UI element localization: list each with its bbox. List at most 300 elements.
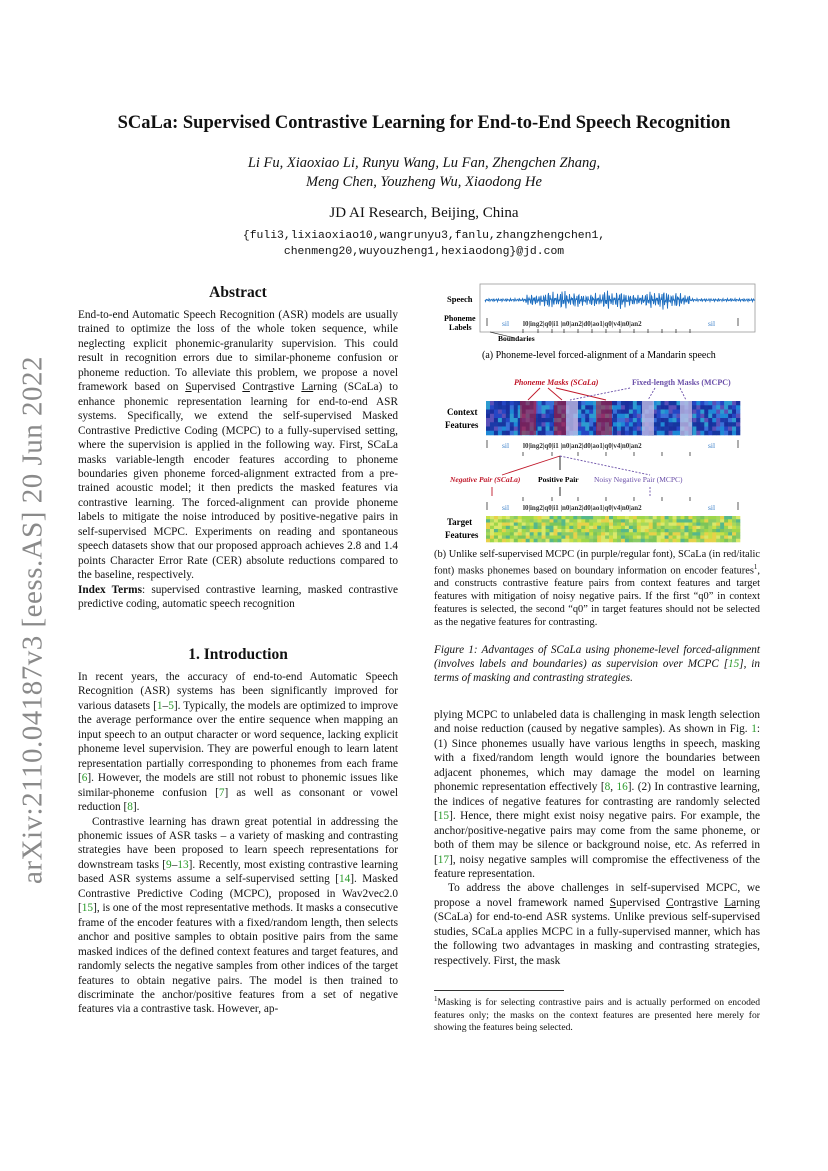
heatmap-cell bbox=[605, 516, 609, 520]
heatmap-cell bbox=[700, 516, 704, 520]
heatmap-cell bbox=[708, 526, 712, 530]
heatmap-cell bbox=[625, 519, 629, 523]
heatmap-cell bbox=[680, 526, 684, 530]
heatmap-cell bbox=[486, 519, 490, 523]
heatmap-cell bbox=[669, 526, 673, 530]
heatmap-cell bbox=[661, 410, 665, 415]
boundaries-label: Boundaries bbox=[498, 334, 535, 343]
heatmap-cell bbox=[641, 519, 645, 523]
heatmap-cell bbox=[585, 536, 589, 540]
heatmap-cell bbox=[565, 523, 569, 527]
heatmap-cell bbox=[550, 529, 554, 533]
heatmap-cell bbox=[625, 523, 629, 527]
heatmap-cell bbox=[665, 523, 669, 527]
heatmap-cell bbox=[506, 405, 510, 410]
heatmap-cell bbox=[688, 526, 692, 530]
heatmap-cell bbox=[486, 523, 490, 527]
heatmap-cell bbox=[649, 529, 653, 533]
heatmap-cell bbox=[597, 526, 601, 530]
heatmap-cell bbox=[542, 523, 546, 527]
heatmap-cell bbox=[728, 410, 732, 415]
heatmap-cell bbox=[692, 422, 696, 427]
citation-link[interactable]: 13 bbox=[177, 858, 189, 871]
heatmap-cell bbox=[494, 414, 498, 419]
heatmap-cell bbox=[728, 529, 732, 533]
heatmap-cell bbox=[728, 405, 732, 410]
heatmap-cell bbox=[677, 539, 681, 543]
heatmap-cell bbox=[716, 405, 720, 410]
citation-link[interactable]: 14 bbox=[338, 873, 351, 886]
heatmap-cell bbox=[553, 516, 557, 520]
heatmap-cell bbox=[502, 539, 506, 543]
heatmap-cell bbox=[490, 410, 494, 415]
heatmap-cell bbox=[661, 519, 665, 523]
heatmap-cell bbox=[534, 523, 538, 527]
heatmap-cell bbox=[704, 405, 708, 410]
heatmap-cell bbox=[553, 523, 557, 527]
right-text: , bbox=[610, 781, 617, 794]
heatmap-cell bbox=[530, 516, 534, 520]
heatmap-cell bbox=[506, 523, 510, 527]
intro-body bbox=[78, 670, 398, 1017]
heatmap-cell bbox=[700, 422, 704, 427]
heatmap-cell bbox=[553, 539, 557, 543]
heatmap-cell bbox=[669, 431, 673, 436]
heatmap-cell bbox=[661, 418, 665, 423]
sil-label: sil bbox=[502, 503, 510, 512]
heatmap-cell bbox=[692, 405, 696, 410]
heatmap-cell bbox=[490, 427, 494, 432]
heatmap-cell bbox=[609, 519, 613, 523]
heatmap-cell bbox=[518, 523, 522, 527]
heatmap-cell bbox=[673, 516, 677, 520]
heatmap-cell bbox=[677, 529, 681, 533]
heatmap-cell bbox=[625, 427, 629, 432]
heatmap-cell bbox=[522, 519, 526, 523]
heatmap-cell bbox=[680, 536, 684, 540]
heatmap-cell bbox=[546, 526, 550, 530]
footnote bbox=[434, 993, 760, 1035]
heatmap-cell bbox=[657, 427, 661, 432]
heatmap-cell bbox=[581, 405, 585, 410]
heatmap-cell bbox=[617, 431, 621, 436]
heatmap-cell bbox=[494, 529, 498, 533]
heatmap-cell bbox=[530, 526, 534, 530]
abstract-text-2: upervised bbox=[191, 381, 243, 394]
heatmap-cell bbox=[688, 532, 692, 536]
heatmap-cell bbox=[486, 401, 490, 406]
phoneme-label-1: Phoneme bbox=[444, 314, 476, 323]
heatmap-cell bbox=[645, 539, 649, 543]
heatmap-cell bbox=[573, 532, 577, 536]
citation-link[interactable]: 16 bbox=[616, 781, 628, 794]
heatmap-cell bbox=[688, 519, 692, 523]
heatmap-cell bbox=[502, 401, 506, 406]
heatmap-cell bbox=[502, 410, 506, 415]
sil-label: sil bbox=[502, 441, 510, 450]
heatmap-cell bbox=[546, 401, 550, 406]
heatmap-cell bbox=[490, 523, 494, 527]
heatmap-cell bbox=[637, 539, 641, 543]
heatmap-cell bbox=[625, 410, 629, 415]
heatmap-cell bbox=[542, 526, 546, 530]
heatmap-cell bbox=[696, 410, 700, 415]
heatmap-cell bbox=[661, 401, 665, 406]
heatmap-cell bbox=[692, 536, 696, 540]
heatmap-cell bbox=[538, 516, 542, 520]
heatmap-cell bbox=[542, 401, 546, 406]
heatmap-cell bbox=[498, 410, 502, 415]
heatmap-cell bbox=[518, 539, 522, 543]
heatmap-cell bbox=[680, 516, 684, 520]
heatmap-cell bbox=[720, 529, 724, 533]
footnote-ref[interactable]: 1 bbox=[753, 563, 758, 571]
heatmap-cell bbox=[569, 526, 573, 530]
heatmap-cell bbox=[498, 427, 502, 432]
heatmap-cell bbox=[601, 529, 605, 533]
citation-link[interactable]: 9 bbox=[166, 858, 172, 871]
heatmap-cell bbox=[704, 418, 708, 423]
right-text: ontr bbox=[673, 896, 692, 909]
index-terms bbox=[78, 583, 398, 612]
heatmap-cell bbox=[625, 414, 629, 419]
heatmap-cell bbox=[637, 519, 641, 523]
heatmap-cell bbox=[573, 523, 577, 527]
heatmap-cell bbox=[732, 418, 736, 423]
heatmap-cell bbox=[696, 539, 700, 543]
heatmap-cell bbox=[494, 427, 498, 432]
heatmap-cell bbox=[728, 414, 732, 419]
heatmap-cell bbox=[633, 418, 637, 423]
heatmap-cell bbox=[645, 536, 649, 540]
heatmap-cell bbox=[716, 516, 720, 520]
citation-link[interactable]: 8 bbox=[127, 801, 133, 814]
heatmap-cell bbox=[700, 405, 704, 410]
heatmap-cell bbox=[502, 536, 506, 540]
heatmap-cell bbox=[633, 536, 637, 540]
heatmap-cell bbox=[538, 532, 542, 536]
heatmap-cell bbox=[661, 526, 665, 530]
heatmap-cell bbox=[724, 418, 728, 423]
heatmap-cell bbox=[550, 523, 554, 527]
heatmap-cell bbox=[661, 427, 665, 432]
heatmap-cell bbox=[542, 529, 546, 533]
heatmap-cell bbox=[724, 422, 728, 427]
heatmap-cell bbox=[605, 523, 609, 527]
heatmap-cell bbox=[732, 414, 736, 419]
heatmap-cell bbox=[736, 414, 740, 419]
heatmap-cell bbox=[585, 401, 589, 406]
heatmap-cell bbox=[673, 431, 677, 436]
heatmap-cell bbox=[589, 431, 593, 436]
heatmap-cell bbox=[673, 532, 677, 536]
heatmap-cell bbox=[692, 431, 696, 436]
heatmap-cell bbox=[581, 414, 585, 419]
citation-link[interactable]: 1 bbox=[156, 699, 163, 712]
heatmap-cell bbox=[696, 422, 700, 427]
heatmap-cell bbox=[665, 422, 669, 427]
heatmap-cell bbox=[720, 418, 724, 423]
heatmap-cell bbox=[609, 532, 613, 536]
figure-caption-text: Advantages of SCaLa using phoneme-level forced-alignment (involves labels and boundaries) as supervision over MCPC [ bbox=[434, 644, 760, 670]
heatmap-cell bbox=[700, 529, 704, 533]
heatmap-cell bbox=[673, 422, 677, 427]
heatmap-cell bbox=[617, 539, 621, 543]
heatmap-cell bbox=[561, 519, 565, 523]
citation-link[interactable]: 15 bbox=[81, 902, 94, 915]
heatmap-cell bbox=[625, 516, 629, 520]
heatmap-cell bbox=[684, 532, 688, 536]
heatmap-cell bbox=[669, 519, 673, 523]
heatmap-cell bbox=[597, 516, 601, 520]
heatmap-cell bbox=[506, 532, 510, 536]
heatmap-cell bbox=[712, 414, 716, 419]
heatmap-cell bbox=[617, 519, 621, 523]
heatmap-cell bbox=[561, 539, 565, 543]
heatmap-cell bbox=[506, 414, 510, 419]
heatmap-cell bbox=[510, 422, 514, 427]
abstract-underline-la: La bbox=[301, 381, 314, 394]
heatmap-cell bbox=[696, 532, 700, 536]
heatmap-cell bbox=[645, 529, 649, 533]
right-text: upervised bbox=[616, 896, 667, 909]
heatmap-cell bbox=[665, 532, 669, 536]
heatmap-cell bbox=[573, 526, 577, 530]
right-paragraph-1 bbox=[434, 708, 760, 881]
heatmap-cell bbox=[728, 532, 732, 536]
mask-arrow bbox=[548, 388, 562, 400]
heatmap-cell bbox=[569, 516, 573, 520]
heatmap-cell bbox=[605, 519, 609, 523]
heatmap-cell bbox=[637, 418, 641, 423]
heatmap-cell bbox=[546, 532, 550, 536]
heatmap-cell bbox=[633, 422, 637, 427]
heatmap-cell bbox=[581, 410, 585, 415]
heatmap-cell bbox=[577, 529, 581, 533]
heatmap-cell bbox=[629, 523, 633, 527]
heatmap-cell bbox=[534, 532, 538, 536]
heatmap-cell bbox=[498, 536, 502, 540]
phoneme-row-a bbox=[502, 319, 715, 328]
arxiv-id: arXiv:2110.04187v3 [eess.AS] 20 Jun 2022 bbox=[16, 356, 49, 884]
abstract-underline-a: a bbox=[268, 381, 274, 394]
heatmap-cell bbox=[581, 532, 585, 536]
heatmap-cell bbox=[669, 422, 673, 427]
phoneme-row-b bbox=[502, 441, 715, 450]
heatmap-cell bbox=[641, 523, 645, 527]
heatmap-cell bbox=[494, 422, 498, 427]
heatmap-cell bbox=[649, 526, 653, 530]
target-features-heatmap bbox=[486, 516, 740, 542]
heatmap-cell bbox=[621, 523, 625, 527]
heatmap-cell bbox=[486, 516, 490, 520]
heatmap-cell bbox=[546, 418, 550, 423]
heatmap-cell bbox=[669, 532, 673, 536]
heatmap-cell bbox=[597, 536, 601, 540]
heatmap-cell bbox=[514, 539, 518, 543]
citation-link[interactable]: 5 bbox=[168, 699, 174, 712]
heatmap-cell bbox=[514, 401, 518, 406]
heatmap-cell bbox=[724, 523, 728, 527]
heatmap-cell bbox=[708, 519, 712, 523]
heatmap-cell bbox=[712, 523, 716, 527]
citation-link[interactable]: 17 bbox=[437, 853, 450, 866]
heatmap-cell bbox=[613, 401, 617, 406]
heatmap-cell bbox=[581, 401, 585, 406]
heatmap-cell bbox=[736, 422, 740, 427]
heatmap-cell bbox=[736, 516, 740, 520]
citation-link[interactable]: 7 bbox=[218, 786, 225, 799]
citation-link[interactable]: 8 bbox=[604, 781, 611, 794]
heatmap-cell bbox=[498, 418, 502, 423]
heatmap-cell bbox=[609, 526, 613, 530]
heatmap-cell bbox=[538, 526, 542, 530]
heatmap-cell bbox=[661, 516, 665, 520]
heatmap-cell bbox=[502, 405, 506, 410]
heatmap-cell bbox=[720, 410, 724, 415]
heatmap-cell bbox=[502, 431, 506, 436]
heatmap-cell bbox=[561, 532, 565, 536]
heatmap-cell bbox=[605, 532, 609, 536]
heatmap-cell bbox=[736, 519, 740, 523]
heatmap-cell bbox=[577, 526, 581, 530]
heatmap-cell bbox=[534, 529, 538, 533]
authors-line-1: Li Fu, Xiaoxiao Li, Runyu Wang, Lu Fan, Zhengchen Zhang, bbox=[247, 155, 601, 171]
heatmap-cell bbox=[486, 410, 490, 415]
heatmap-cell bbox=[661, 529, 665, 533]
heatmap-cell bbox=[732, 410, 736, 415]
heatmap-cell bbox=[621, 418, 625, 423]
heatmap-cell bbox=[542, 427, 546, 432]
phoneme-row-c bbox=[502, 503, 715, 512]
heatmap-cell bbox=[704, 516, 708, 520]
heatmap-cell bbox=[704, 422, 708, 427]
heatmap-cell bbox=[514, 536, 518, 540]
emails bbox=[60, 228, 788, 260]
heatmap-cell bbox=[498, 401, 502, 406]
heatmap-cell bbox=[665, 414, 669, 419]
heatmap-cell bbox=[641, 536, 645, 540]
heatmap-cell bbox=[712, 539, 716, 543]
heatmap-cell bbox=[720, 519, 724, 523]
heatmap-cell bbox=[502, 418, 506, 423]
abstract-text-3: ontr bbox=[249, 381, 269, 394]
heatmap-cell bbox=[696, 414, 700, 419]
heatmap-cell bbox=[665, 526, 669, 530]
heatmap-cell bbox=[538, 401, 542, 406]
heatmap-cell bbox=[510, 427, 514, 432]
heatmap-cell bbox=[736, 427, 740, 432]
heatmap-cell bbox=[716, 539, 720, 543]
citation-link[interactable]: 6 bbox=[81, 772, 88, 785]
heatmap-cell bbox=[700, 519, 704, 523]
heatmap-cell bbox=[510, 539, 514, 543]
heatmap-cell bbox=[621, 519, 625, 523]
heatmap-cell bbox=[561, 523, 565, 527]
citation-link[interactable]: 15 bbox=[437, 810, 450, 823]
heatmap-cell bbox=[708, 410, 712, 415]
heatmap-cell bbox=[585, 523, 589, 527]
heatmap-cell bbox=[502, 414, 506, 419]
heatmap-cell bbox=[581, 523, 585, 527]
heatmap-cell bbox=[724, 427, 728, 432]
negative-pair-label: Negative Pair (SCaLa) bbox=[450, 475, 521, 484]
figure-link[interactable]: 1 bbox=[751, 723, 757, 736]
heatmap-cell bbox=[593, 539, 597, 543]
heatmap-cell bbox=[557, 526, 561, 530]
heatmap-cell bbox=[565, 516, 569, 520]
heatmap-cell bbox=[665, 405, 669, 410]
heatmap-cell bbox=[609, 523, 613, 527]
heatmap-cell bbox=[657, 526, 661, 530]
heatmap-cell bbox=[692, 532, 696, 536]
heatmap-cell bbox=[680, 539, 684, 543]
citation-link[interactable]: 15 bbox=[728, 658, 740, 670]
heatmap-cell bbox=[506, 536, 510, 540]
heatmap-cell bbox=[625, 405, 629, 410]
right-text: plying MCPC to unlabeled data is challenging in mask length selection and noise reduction (caused by negative samples). As shown in Fig. bbox=[434, 709, 760, 736]
heatmap-cell bbox=[506, 401, 510, 406]
heatmap-cell bbox=[720, 516, 724, 520]
heatmap-cell bbox=[553, 519, 557, 523]
heatmap-cell bbox=[665, 418, 669, 423]
fixed-masks-label: Fixed-length Masks (MCPC) bbox=[632, 378, 731, 387]
heatmap-cell bbox=[510, 519, 514, 523]
heatmap-cell bbox=[498, 405, 502, 410]
heatmap-cell bbox=[669, 401, 673, 406]
abstract-heading: Abstract bbox=[209, 284, 267, 301]
heatmap-cell bbox=[510, 516, 514, 520]
heatmap-cell bbox=[637, 532, 641, 536]
speech-waveform bbox=[485, 291, 755, 310]
context-label-2: Features bbox=[445, 420, 479, 430]
heatmap-cell bbox=[613, 516, 617, 520]
heatmap-cell bbox=[486, 418, 490, 423]
heatmap-cell bbox=[617, 401, 621, 406]
heatmap-cell bbox=[732, 427, 736, 432]
heatmap-cell bbox=[538, 519, 542, 523]
intro-text: ] as well as consonant or vowel reduction [ bbox=[78, 786, 398, 814]
heatmap-cell bbox=[605, 526, 609, 530]
heatmap-cell bbox=[565, 539, 569, 543]
heatmap-cell bbox=[522, 529, 526, 533]
heatmap-cell bbox=[601, 519, 605, 523]
heatmap-cell bbox=[728, 418, 732, 423]
heatmap-cell bbox=[736, 529, 740, 533]
heatmap-cell bbox=[629, 516, 633, 520]
caption-b bbox=[434, 548, 760, 629]
heatmap-cell bbox=[625, 526, 629, 530]
heatmap-cell bbox=[557, 519, 561, 523]
heatmap-cell bbox=[534, 516, 538, 520]
heatmap-cell bbox=[569, 539, 573, 543]
heatmap-cell bbox=[700, 418, 704, 423]
heatmap-cell bbox=[494, 523, 498, 527]
heatmap-cell bbox=[569, 523, 573, 527]
abstract-underline-s: S bbox=[185, 381, 192, 394]
heatmap-cell bbox=[518, 519, 522, 523]
heatmap-cell bbox=[732, 516, 736, 520]
heatmap-cell bbox=[498, 519, 502, 523]
heatmap-cell bbox=[661, 536, 665, 540]
heatmap-cell bbox=[530, 536, 534, 540]
heatmap-cell bbox=[550, 519, 554, 523]
heatmap-cell bbox=[732, 526, 736, 530]
heatmap-cell bbox=[712, 519, 716, 523]
heatmap-cell bbox=[613, 526, 617, 530]
heatmap-cell bbox=[530, 532, 534, 536]
heatmap-cell bbox=[510, 405, 514, 410]
